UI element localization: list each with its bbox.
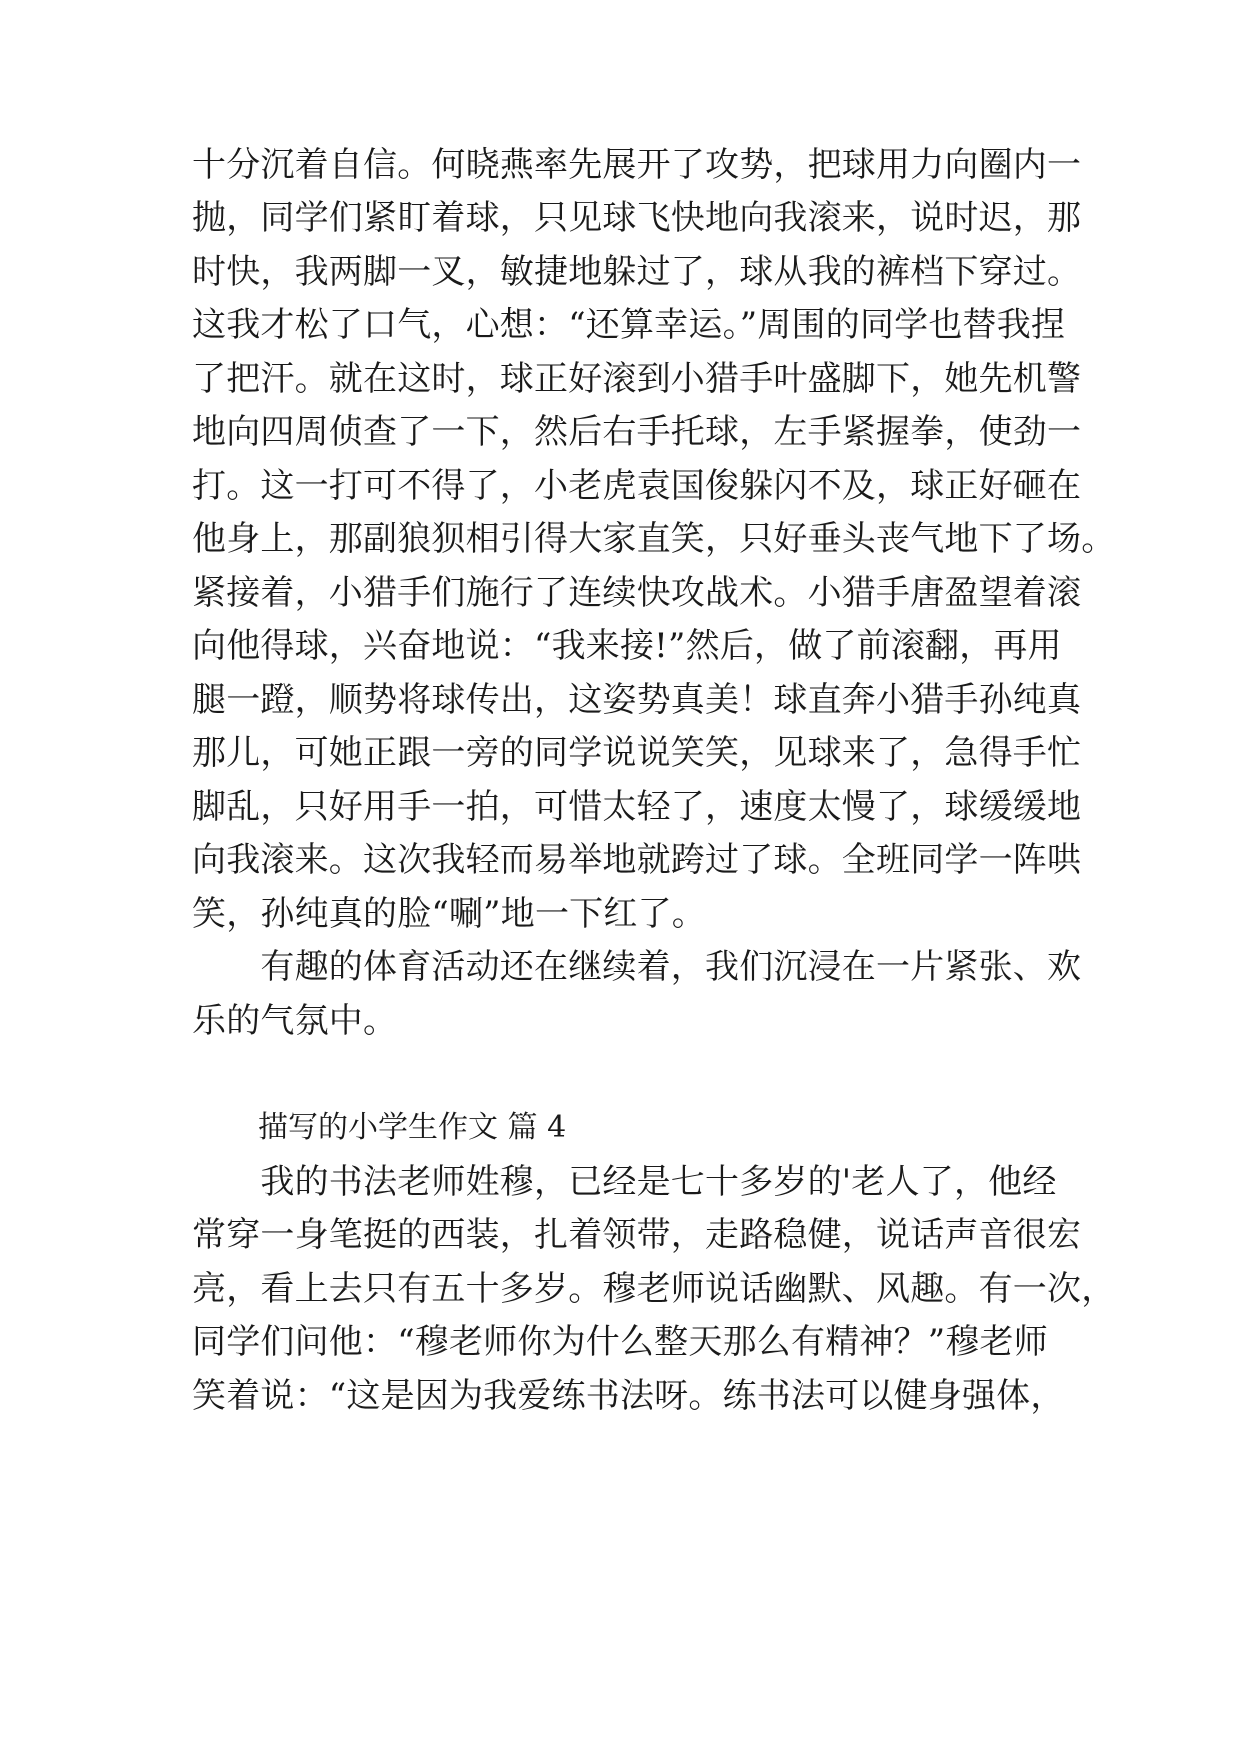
text-line: 了把汗。就在这时，球正好滚到小猎手叶盛脚下，她先机警 xyxy=(192,359,1082,399)
section-heading: 描写的小学生作文 篇 4 xyxy=(258,1110,567,1145)
text-line: 这我才松了口气，心想：“还算幸运。”周围的同学也替我捏 xyxy=(192,305,1066,345)
text-line: 打。这一打可不得了，小老虎袁国俊躲闪不及，球正好砸在 xyxy=(192,466,1082,506)
text-line: 时快，我两脚一叉，敏捷地躲过了，球从我的裤档下穿过。 xyxy=(192,252,1082,292)
text-line: 我的书法老师姓穆，已经是七十多岁的'老人了，他经 xyxy=(192,1162,1057,1202)
text-line: 他身上，那副狼狈相引得大家直笑，只好垂头丧气地下了场。 xyxy=(192,519,1116,559)
text-line: 紧接着，小猎手们施行了连续快攻战术。小猎手唐盈望着滚 xyxy=(192,573,1082,613)
text-line: 十分沉着自信。何晓燕率先展开了攻势，把球用力向圈内一 xyxy=(192,145,1082,185)
text-line: 笑，孙纯真的脸“唰”地一下红了。 xyxy=(192,894,706,934)
text-line: 乐的气氛中。 xyxy=(192,1001,398,1041)
text-line: 向他得球，兴奋地说：“我来接!”然后，做了前滚翻，再用 xyxy=(192,626,1062,666)
text-line: 笑着说：“这是因为我爱练书法呀。练书法可以健身强体， xyxy=(192,1376,1065,1416)
text-line: 亮，看上去只有五十多岁。穆老师说话幽默、风趣。有一次， xyxy=(192,1269,1116,1309)
text-line: 向我滚来。这次我轻而易举地就跨过了球。全班同学一阵哄 xyxy=(192,840,1082,880)
text-line: 抛，同学们紧盯着球，只见球飞快地向我滚来，说时迟，那 xyxy=(192,198,1082,238)
text-line: 常穿一身笔挺的西装，扎着领带，走路稳健，说话声音很宏 xyxy=(192,1215,1082,1255)
text-line: 腿一蹬，顺势将球传出，这姿势真美！球直奔小猎手孙纯真 xyxy=(192,680,1082,720)
text-line: 同学们问他：“穆老师你为什么整天那么有精神？”穆老师 xyxy=(192,1322,1048,1362)
text-line: 脚乱，只好用手一拍，可惜太轻了，速度太慢了，球缓缓地 xyxy=(192,787,1082,827)
text-line: 有趣的体育活动还在继续着，我们沉浸在一片紧张、欢 xyxy=(192,947,1082,987)
text-line: 那儿，可她正跟一旁的同学说说笑笑，见球来了，急得手忙 xyxy=(192,733,1082,773)
text-line: 地向四周侦查了一下，然后右手托球，左手紧握拳，使劲一 xyxy=(192,412,1082,452)
